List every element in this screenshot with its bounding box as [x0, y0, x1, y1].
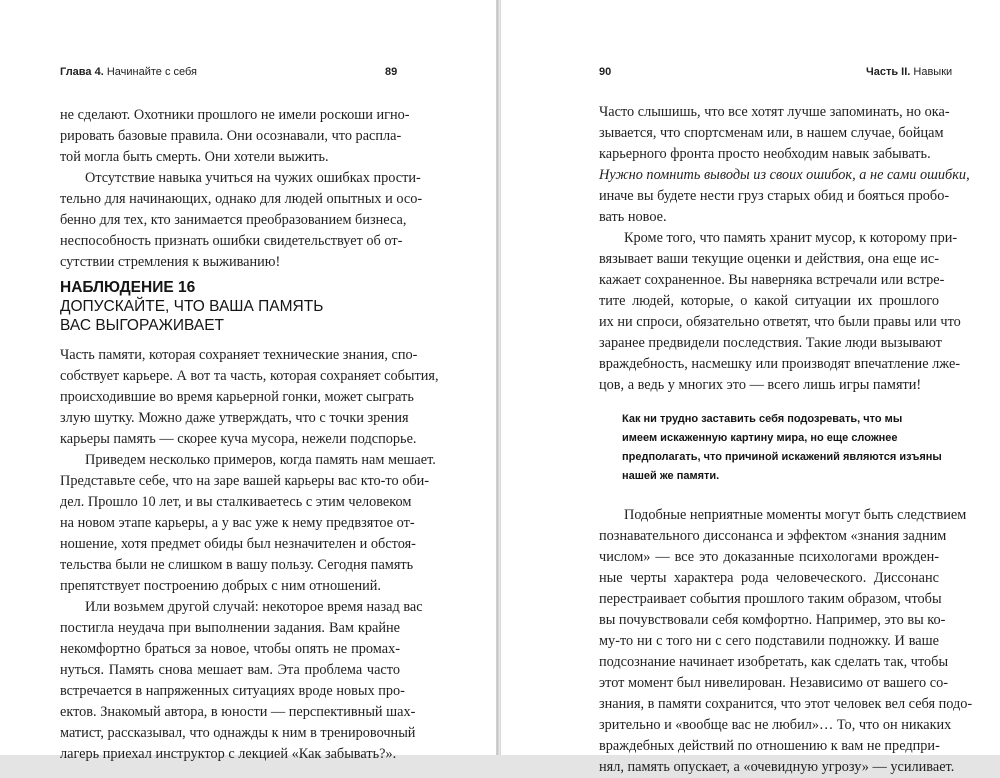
text-line: зывается, что спортсменам или, в нашем случае, бойцам	[599, 125, 944, 141]
text-line: вы почувствовали себя комфортно. Например, это вы ко-	[599, 612, 946, 628]
text-line: Кроме того, что память хранит мусор, к которому при-	[624, 230, 958, 246]
text-line: той могла быть смерть. Они хотели выжить.	[60, 149, 329, 165]
left-running-header	[60, 66, 197, 82]
text-line: му-то ни с того ни с сего подставили подножку. И ваше	[599, 633, 939, 649]
text-line: некомфортно браться за новое, чтобы опять не промах-	[60, 641, 400, 657]
chapter-label: Глава 4.	[60, 66, 104, 78]
text-line: подсознание начинает изобретать, как сделать так, чтобы	[599, 654, 949, 670]
text-line: злую шутку. Можно даже утверждать, что с точки зрения	[60, 410, 409, 426]
quote-line: Как ни трудно заставить себя подозревать, что мы	[622, 413, 903, 425]
text-line: матист, рассказывал, что однажды к ним в тренировочный	[60, 725, 416, 741]
text-line: на новом этапе карьеры, а у вас уже к нему предвзятое от-	[60, 515, 415, 531]
left-page-number: 89	[385, 66, 398, 78]
observation-label: НАБЛЮДЕНИЕ 16	[60, 279, 196, 296]
text-line: ектов. Знакомый автора, в юности — перспективный шах-	[60, 704, 416, 720]
italic-text-line: Нужно помнить выводы из своих ошибок, а не сами ошибки,	[599, 167, 970, 183]
text-line: числом» — все это доказанные психологами врожден-	[599, 549, 939, 565]
text-line: ношение, хотя предмет обиды был незначителен и обстоя-	[60, 536, 416, 552]
text-line: этот момент был нивелирован. Независимо от вашего со-	[599, 675, 948, 691]
text-line: вать новое.	[599, 209, 667, 225]
text-line: перестраивает события прошлого таким образом, чтобы	[599, 591, 942, 607]
text-line: враждебность, насмешку или производят впечатление лже-	[599, 356, 961, 372]
text-line: тельства были не слишком в вашу пользу. Сегодня память	[60, 557, 414, 573]
text-line: Часто слышишь, что все хотят лучше запоминать, но ока-	[599, 104, 950, 120]
text-line: лагерь приехал инструктор с лекцией «Как забывать?».	[60, 746, 397, 762]
chapter-title: Начинайте с себя	[106, 66, 198, 78]
text-line: тельно для начинающих, однако для людей опытных и осо-	[60, 191, 423, 207]
text-line: дел. Прошло 10 лет, и вы сталкиваетесь с этим человеком	[60, 494, 412, 510]
text-line: Представьте себе, что на заре вашей карьеры вас кто-то оби-	[60, 473, 430, 489]
text-line: карьеры память — скорее куча мусора, нежели подспорье.	[60, 431, 417, 447]
text-line: Или возьмем другой случай: некоторое время назад вас	[85, 599, 423, 615]
left-page	[0, 0, 497, 762]
part-title: Навыки	[913, 66, 953, 78]
text-line: иначе вы будете нести груз старых обид и бояться пробо-	[599, 188, 950, 204]
observation-title-line: ДОПУСКАЙТЕ, ЧТО ВАША ПАМЯТЬ	[60, 298, 324, 315]
text-line: Подобные неприятные моменты могут быть следствием	[624, 507, 967, 523]
text-line: ные черты характера рода человеческого. Диссонанс	[599, 570, 939, 586]
text-line: познавательного диссонанса и эффектом «знания задним	[599, 528, 947, 544]
text-line: неспособность признать ошибки свидетельствует об от-	[60, 233, 403, 249]
part-label: Часть II.	[866, 66, 911, 78]
right-page	[500, 0, 1000, 775]
text-line: не сделают. Охотники прошлого не имели роскоши игно-	[60, 107, 410, 123]
text-line: Отсутствие навыка учиться на чужих ошибках прости-	[85, 170, 421, 186]
text-line: Приведем несколько примеров, когда память нам мешает.	[85, 452, 436, 468]
text-line: нял, память опускает, а «очевидную угрозу» — усиливает.	[599, 759, 955, 775]
text-line: заранее предвидели последствия. Такие люди вызывают	[599, 335, 942, 351]
text-line: нуться. Память снова мешает вам. Эта проблема часто	[60, 662, 400, 678]
text-line: вязывает ваши текущие оценки и действия, она еще ис-	[599, 251, 939, 267]
text-line: цов, а ведь у многих это — всего лишь игры памяти!	[599, 377, 922, 393]
right-running-header	[866, 66, 952, 82]
text-line: встречается в напряженных ситуациях вроде новых про-	[60, 683, 405, 699]
text-line: Часть памяти, которая сохраняет технические знания, спо-	[60, 347, 418, 363]
text-line: враждебных действий по отношению к вам не предпри-	[599, 738, 940, 754]
text-line: зрительно и «вообще вас не любил»… То, что он никаких	[599, 717, 952, 733]
text-line: знания, в памяти сохранится, что этот человек вел себя подо-	[599, 696, 973, 712]
text-line: тите людей, которые, о какой ситуации их прошлого	[599, 293, 939, 309]
text-line: препятствует построению добрых с ним отношений.	[60, 578, 381, 594]
quote-line: нашей же памяти.	[622, 470, 720, 482]
text-line: происходившие во время карьерной гонки, может сыграть	[60, 389, 414, 405]
text-line: рировать базовые правила. Они осознавали, что распла-	[60, 128, 402, 144]
text-line: сутствии стремления к выживанию!	[60, 254, 281, 270]
text-line: бенно для тех, кто занимается преобразованием бизнеса,	[60, 212, 407, 228]
text-line: их ни спроси, обязательно ответят, что были правы или что	[599, 314, 961, 330]
right-page-number: 90	[599, 66, 612, 78]
text-line: кажает сохраненное. Вы наверняка встречали или встре-	[599, 272, 945, 288]
text-line: карьерного фронта просто необходим навык забывать.	[599, 146, 931, 162]
quote-line: предполагать, что причиной искажений являются изъяны	[622, 451, 942, 463]
quote-line: имеем искаженную картину мира, но еще сложнее	[622, 432, 898, 444]
observation-title-line: ВАС ВЫГОРАЖИВАЕТ	[60, 317, 225, 334]
text-line: постигла неудача при выполнении задания. Вам крайне	[60, 620, 400, 636]
text-line: собствует карьере. А вот та часть, которая сохраняет события,	[60, 368, 439, 384]
